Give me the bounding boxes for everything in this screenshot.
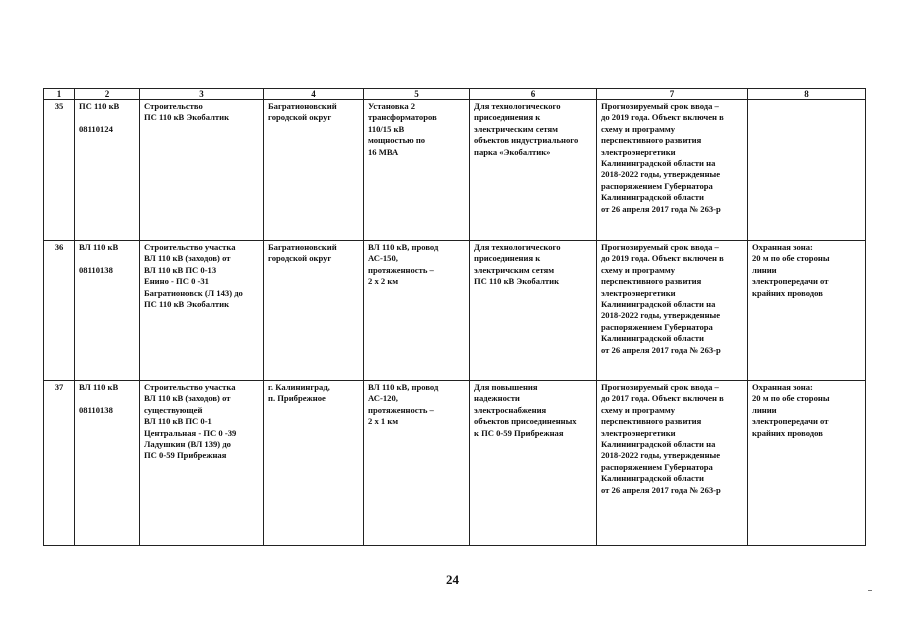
location-cell [264, 241, 364, 381]
deadline-cell [597, 241, 748, 381]
location-cell [264, 100, 364, 241]
object-type-cell [75, 241, 140, 381]
object-name-cell [140, 381, 264, 546]
object-type: ВЛ 110 кВ [79, 242, 119, 252]
row-number: 35 [44, 100, 75, 241]
parameters: Установка 2 трансформаторов 110/15 кВ мощностью по 16 МВА [368, 101, 437, 157]
location-cell [264, 381, 364, 546]
location: Багратионовский городской округ [268, 242, 337, 264]
deadline-cell [597, 100, 748, 241]
parameters-cell [364, 241, 470, 381]
deadline: Прогнозируемый срок ввода – до 2019 года. Объект включен в схему и программу перспективного развития электроэнергетики Калининградской области на 2018-2022 годы, утвержденные распоряжением Губернатора Калининградской области от 26 апреля 2017 года № 263-р [601, 101, 724, 214]
column-header: 3 [140, 89, 264, 100]
protection-zone-cell [748, 381, 866, 546]
page-number: 24 [446, 572, 459, 587]
parameters: ВЛ 110 кВ, провод АС-120, протяженность – 2 х 1 км [368, 382, 439, 427]
purpose: Для технологического присоединения к электричским сетям ПС 110 кВ Экобалтик [474, 242, 561, 287]
deadline-cell [597, 381, 748, 546]
protection-zone: Охранная зона: 20 м по обе стороны линии электропередачи от крайних проводов [752, 242, 830, 298]
scan-speck [868, 590, 872, 591]
object-type-cell [75, 100, 140, 241]
purpose-cell [470, 241, 597, 381]
purpose: Для технологического присоединения к электрическим сетям объектов индустриального парка «Экобалтик» [474, 101, 579, 157]
column-header: 5 [364, 89, 470, 100]
table-row [44, 241, 866, 381]
row-number: 37 [44, 381, 75, 546]
deadline: Прогнозируемый срок ввода – до 2019 года. Объект включен в схему и программу перспективного развития электроэнергетики Калининградской области на 2018-2022 годы, утвержденные распоряжением Губернатора Калининградской области от 26 апреля 2017 года № 263-р [601, 242, 724, 355]
column-header: 2 [75, 89, 140, 100]
column-header: 7 [597, 89, 748, 100]
object-name: Строительство ПС 110 кВ Экобалтик [144, 101, 230, 123]
location: Багратионовский городской округ [268, 101, 337, 123]
purpose: Для повышения надежности электроснабжения объектов присоединенных к ПС 0-59 Прибрежная [474, 382, 577, 438]
parameters-cell [364, 381, 470, 546]
table-header-row [44, 89, 866, 100]
object-name: Строительство участка ВЛ 110 кВ (заходов) от ВЛ 110 кВ ПС 0-13 Енино - ПС 0 -31 Багратионовск (Л 143) до ПС 110 кВ Экобалтик [144, 242, 243, 310]
object-type: ПС 110 кВ [79, 101, 120, 111]
protection-zone-cell [748, 100, 866, 241]
table-row [44, 381, 866, 546]
object-code: 08110138 [79, 405, 113, 416]
table-row [44, 100, 866, 241]
protection-zone-cell [748, 241, 866, 381]
object-name-cell [140, 241, 264, 381]
object-type: ВЛ 110 кВ [79, 382, 119, 392]
protection-zone: Охранная зона: 20 м по обе стороны линии электропередачи от крайних проводов [752, 382, 830, 438]
object-code: 08110138 [79, 265, 113, 276]
column-header: 1 [44, 89, 75, 100]
deadline: Прогнозируемый срок ввода – до 2017 года. Объект включен в схему и программу перспективного развития электроэнергетики Калининградской области на 2018-2022 годы, утвержденные распоряжением Губернатора Калининградской области от 26 апреля 2017 года № 263-р [601, 382, 724, 495]
purpose-cell [470, 381, 597, 546]
parameters: ВЛ 110 кВ, провод АС-150, протяженность – 2 х 2 км [368, 242, 439, 287]
object-name-cell [140, 100, 264, 241]
projects-table [43, 88, 866, 546]
object-code: 08110124 [79, 124, 113, 135]
column-header: 4 [264, 89, 364, 100]
column-header: 6 [470, 89, 597, 100]
row-number: 36 [44, 241, 75, 381]
purpose-cell [470, 100, 597, 241]
parameters-cell [364, 100, 470, 241]
column-header: 8 [748, 89, 866, 100]
object-type-cell [75, 381, 140, 546]
object-name: Строительство участка ВЛ 110 кВ (заходов) от существующей ВЛ 110 кВ ПС 0-1 Центральная - ПС 0 -39 Ладушкин (ВЛ 139) до ПС 0-59 Прибрежная [144, 382, 237, 461]
location: г. Калининград, п. Прибрежное [268, 382, 330, 404]
